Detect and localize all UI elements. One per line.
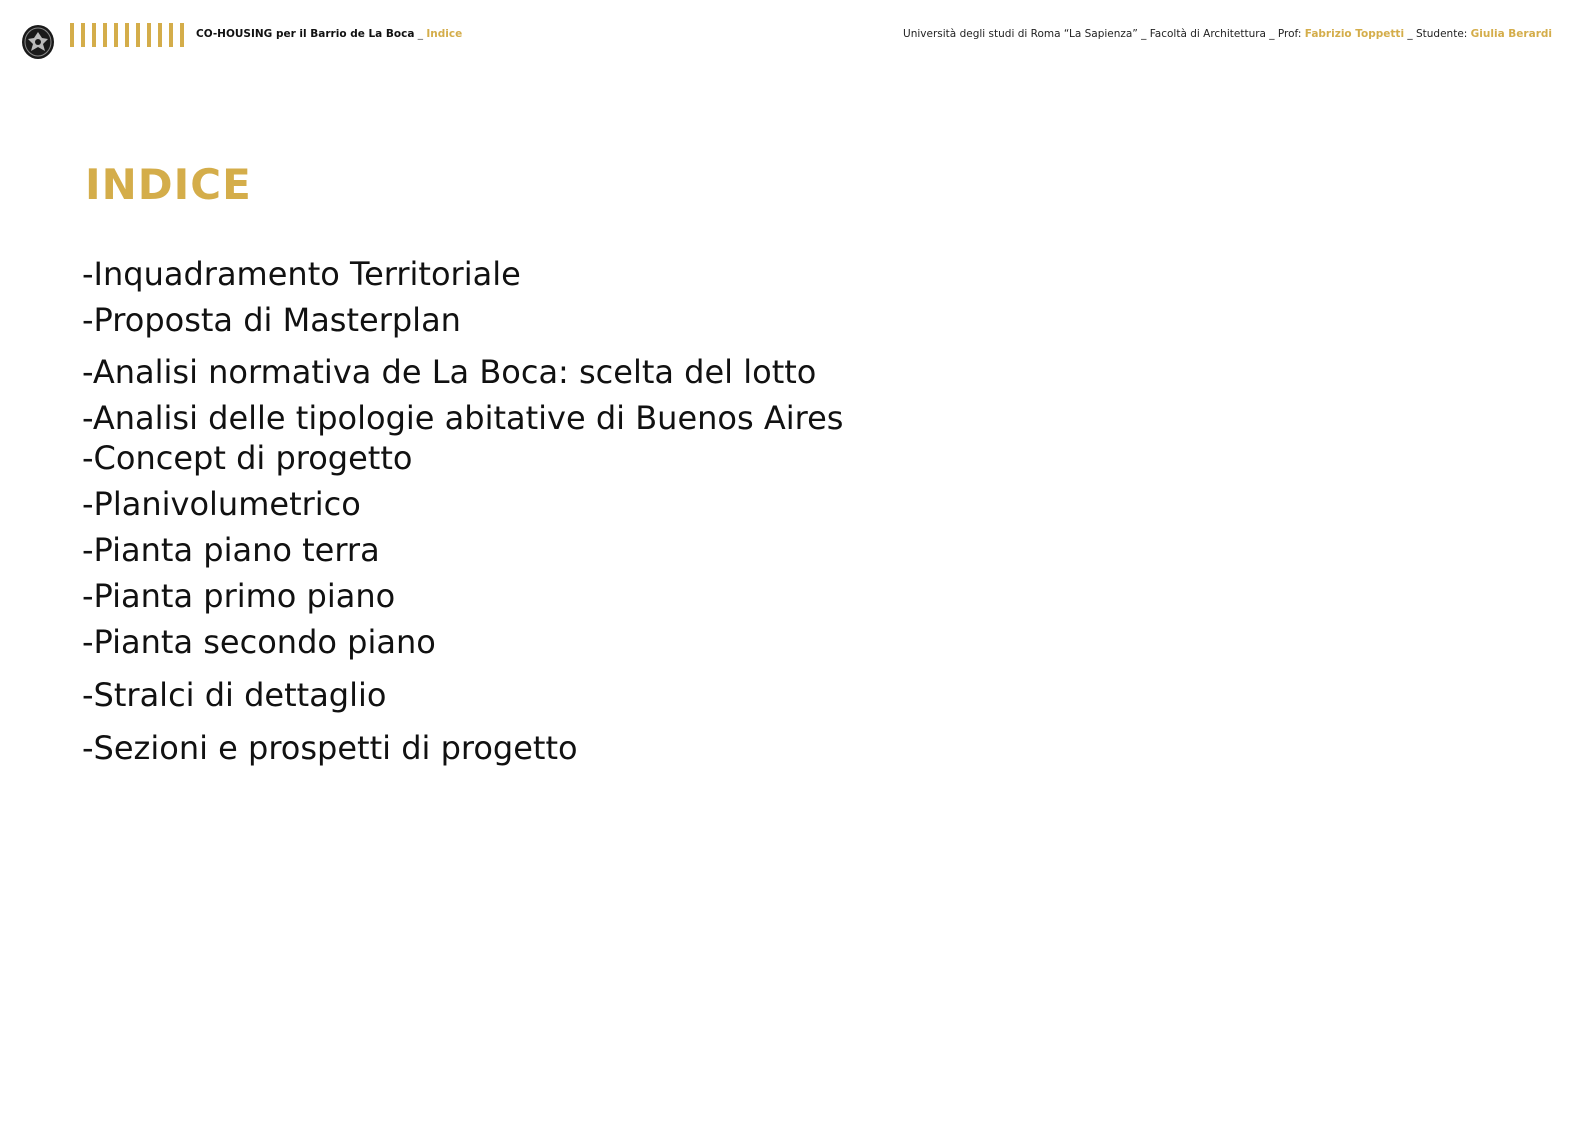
section-name: Indice (426, 28, 463, 40)
toc-item: -Stralci di dettaglio (82, 676, 387, 714)
toc-item: -Pianta piano terra (82, 531, 380, 569)
credits-mid: _ Studente: (1404, 28, 1471, 40)
toc-item: -Planivolumetrico (82, 485, 361, 523)
student-name: Giulia Berardi (1470, 28, 1552, 40)
toc-item: -Proposta di Masterplan (82, 301, 461, 339)
toc-item: -Concept di progetto (82, 439, 413, 477)
toc-item: -Sezioni e prospetti di progetto (82, 729, 578, 767)
toc-item: -Inquadramento Territoriale (82, 255, 521, 293)
decorative-stripes-icon (70, 23, 184, 47)
project-name: CO-HOUSING per il Barrio de La Boca (196, 28, 415, 40)
page-header (0, 0, 1588, 72)
toc-item: -Analisi normativa de La Boca: scelta del lotto (82, 353, 817, 391)
project-title (196, 28, 462, 40)
university-seal-icon (21, 24, 55, 60)
page-title: INDICE (85, 160, 252, 209)
toc-item: -Pianta primo piano (82, 577, 396, 615)
credits-prefix: Università degli studi di Roma “La Sapienza” _ Facoltà di Architettura _ Prof: (903, 28, 1305, 40)
toc-item: -Analisi delle tipologie abitative di Buenos Aires (82, 399, 844, 437)
credits (903, 28, 1552, 40)
toc-item: -Pianta secondo piano (82, 623, 436, 661)
title-separator: _ (414, 28, 427, 40)
professor-name: Fabrizio Toppetti (1304, 28, 1405, 40)
